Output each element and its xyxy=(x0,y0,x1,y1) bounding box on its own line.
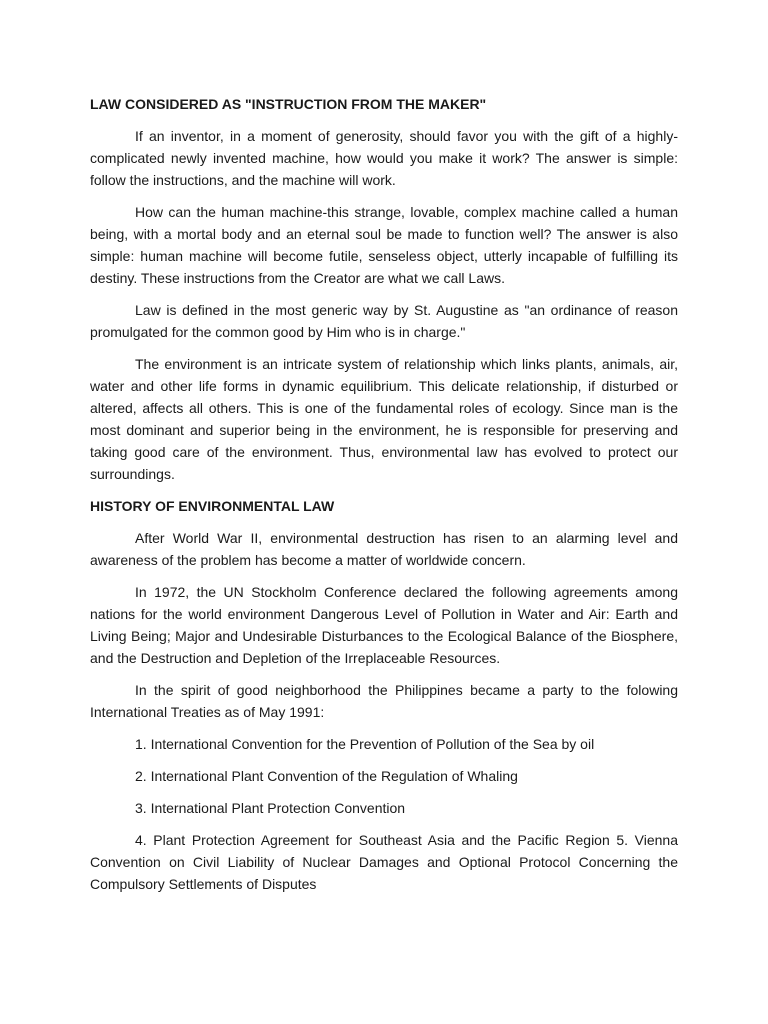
treaty-list-item: 4. Plant Protection Agreement for Southeast Asia and the Pacific Region 5. Vienna Convention on Civil Liability of Nuclear Damages and Optional Protocol Concerning the Compulsory Settlements of Disputes xyxy=(90,832,678,892)
paragraph: If an inventor, in a moment of generosity, should favor you with the gift of a highly-complicated newly invented machine, how would you make it work? The answer is simple: follow the instructions, and the machine will work. xyxy=(90,128,678,188)
section-heading-law: LAW CONSIDERED AS "INSTRUCTION FROM THE MAKER" xyxy=(90,96,487,112)
treaty-list-item: 3. International Plant Protection Convention xyxy=(135,800,406,816)
paragraph: Law is defined in the most generic way by St. Augustine as "an ordinance of reason promulgated for the common good by Him who is in charge." xyxy=(90,302,678,340)
paragraph: How can the human machine-this strange, lovable, complex machine called a human being, with a mortal body and an eternal soul be made to function well? The answer is also simple: human machine will become futile, senseless object, utterly incapable of fulfilling its destiny. These instructions from the Creator are what we call Laws. xyxy=(90,204,678,286)
paragraph: The environment is an intricate system of relationship which links plants, animals, air, water and other life forms in dynamic equilibrium. This delicate relationship, if disturbed or altered, affects all others. This is one of the fundamental roles of ecology. Since man is the most dominant and superior being in the environment, he is responsible for preserving and taking good care of the environment. Thus, environmental law has evolved to protect our surroundings. xyxy=(90,356,678,482)
treaty-list-item: 2. International Plant Convention of the Regulation of Whaling xyxy=(135,768,518,784)
paragraph: In 1972, the UN Stockholm Conference declared the following agreements among nations for the world environment Dangerous Level of Pollution in Water and Air: Earth and Living Being; Major and Undesirable Disturbances to the Ecological Balance of the Biosphere, and the Destruction and Depletion of the Irreplaceable Resources. xyxy=(90,584,678,666)
section-heading-history: HISTORY OF ENVIRONMENTAL LAW xyxy=(90,498,335,514)
treaty-list-item: 1. International Convention for the Prevention of Pollution of the Sea by oil xyxy=(135,736,595,752)
paragraph: In the spirit of good neighborhood the Philippines became a party to the folowing International Treaties as of May 1991: xyxy=(90,682,678,720)
document-page xyxy=(90,93,678,905)
paragraph: After World War II, environmental destruction has risen to an alarming level and awareness of the problem has become a matter of worldwide concern. xyxy=(90,530,678,568)
